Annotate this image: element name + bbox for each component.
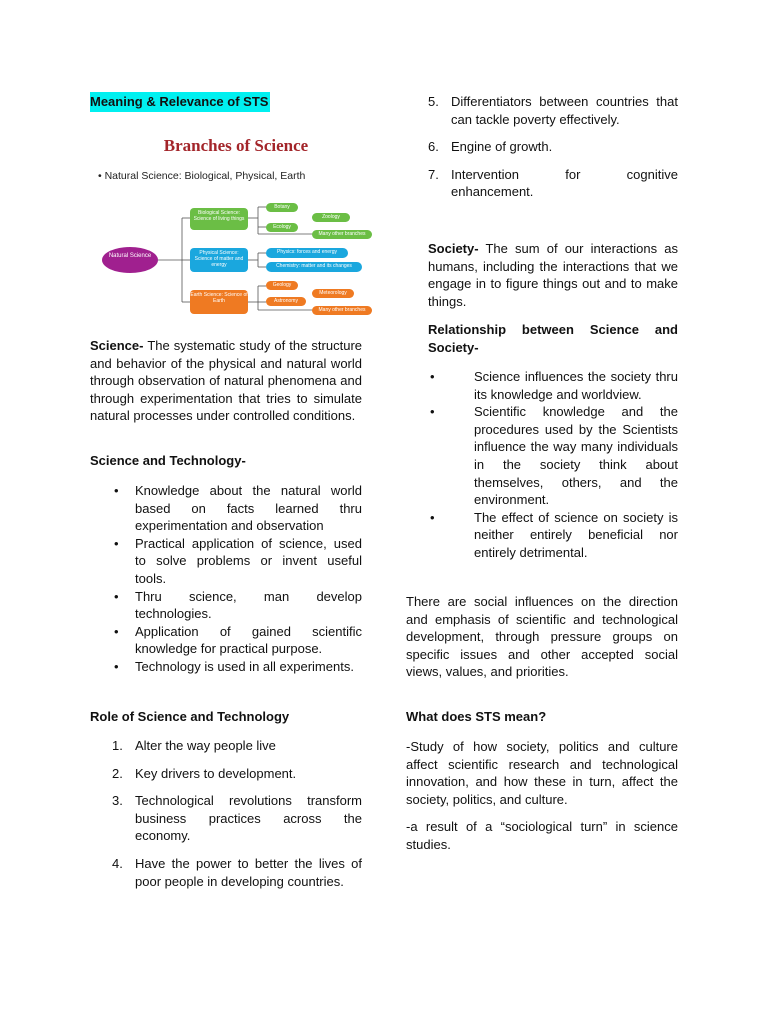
relationship-heading: Relationship between Science and Society- (428, 322, 678, 355)
role-list-continued (406, 93, 678, 201)
diagram-subtitle: • Natural Science: Biological, Physical, Earth (98, 170, 306, 182)
role-list (90, 737, 362, 890)
chemistry-leaf: Chemistry: matter and its changes (266, 262, 362, 272)
list-item: • The effect of science on society is neither entirely beneficial nor entirely detrimental. (406, 509, 678, 562)
list-item: 3. Technological revolutions transform business practices across the economy. (112, 793, 362, 844)
physical-science-node: Physical Science: Science of matter and energy (190, 248, 248, 272)
bio-other-leaf: Many other branches (312, 230, 372, 239)
diagram-title: Branches of Science (163, 136, 309, 155)
earth-science-node: Earth Science: Science of Earth (190, 290, 248, 314)
list-item: • Practical application of science, used to solve problems or invent useful tools. (90, 535, 362, 588)
list-item: 6. Engine of growth. (428, 139, 553, 155)
list-item: • Scientific knowledge and the procedures used by the Scientists influence the way many individuals in the society think about themselves, others, and the environment. (406, 403, 678, 509)
page-title: Meaning & Relevance of STS (90, 92, 270, 112)
sci-tech-heading: Science and Technology- (90, 453, 246, 468)
science-definition (90, 337, 362, 425)
relationship-list (406, 368, 678, 562)
list-item: 2. Key drivers to development. (112, 765, 297, 781)
science-text: The systematic study of the structure and behavior of the physical and natural world through observation of natural phenomena and through experimentation that tries to simulate natural processes under controlled conditions. (90, 338, 362, 424)
list-item: 7. Intervention for cognitive enhancement. (428, 166, 678, 200)
botany-leaf: Botany (266, 203, 298, 212)
sts-definition-1: -Study of how society, politics and culture affect scientific research and technological innovation, and how these in turn, affect the society, politics, and culture. (406, 739, 678, 807)
sci-tech-list (90, 482, 362, 676)
list-item: • Application of gained scientific knowledge for practical purpose. (90, 623, 362, 658)
branches-of-science-diagram (90, 120, 382, 325)
role-heading: Role of Science and Technology (90, 709, 290, 724)
list-item: 4. Have the power to better the lives of poor people in developing countries. (112, 855, 362, 889)
geology-leaf: Geology (266, 281, 298, 290)
society-definition (428, 240, 678, 310)
list-item: • Knowledge about the natural world based on facts learned thru experimentation and observation (90, 482, 362, 535)
science-term: Science- (90, 338, 144, 353)
ecology-leaf: Ecology (266, 223, 298, 232)
society-text: The sum of our interactions as humans, including the interactions that we engage in to figure things out and to make things. (428, 241, 678, 309)
natural-science-node: Natural Science (102, 247, 158, 273)
zoology-leaf: Zoology (312, 213, 350, 222)
astronomy-leaf: Astronomy (266, 297, 306, 306)
list-item: 5. Differentiators between countries that can tackle poverty effectively. (428, 94, 678, 127)
sts-heading: What does STS mean? (406, 709, 547, 724)
biological-science-node: Biological Science: Science of living things (190, 208, 248, 230)
list-item: • Thru science, man develop technologies. (90, 588, 362, 623)
list-item: • Technology is used in all experiments. (90, 658, 362, 676)
meteorology-leaf: Meteorology (312, 289, 354, 298)
physics-leaf: Physics: forces and energy (266, 248, 348, 258)
list-item: 1. Alter the way people live (112, 738, 276, 753)
social-influences-paragraph: There are social influences on the direction and emphasis of scientific and technological development, through pressure groups on specific issues and other accepted social views, values, and priorities. (406, 594, 678, 680)
sts-definition-2: -a result of a “sociological turn” in science studies. (406, 819, 678, 852)
society-term: Society- (428, 241, 479, 256)
earth-other-leaf: Many other branches (312, 306, 372, 315)
list-item: • Science influences the society thru its knowledge and worldview. (406, 368, 678, 403)
